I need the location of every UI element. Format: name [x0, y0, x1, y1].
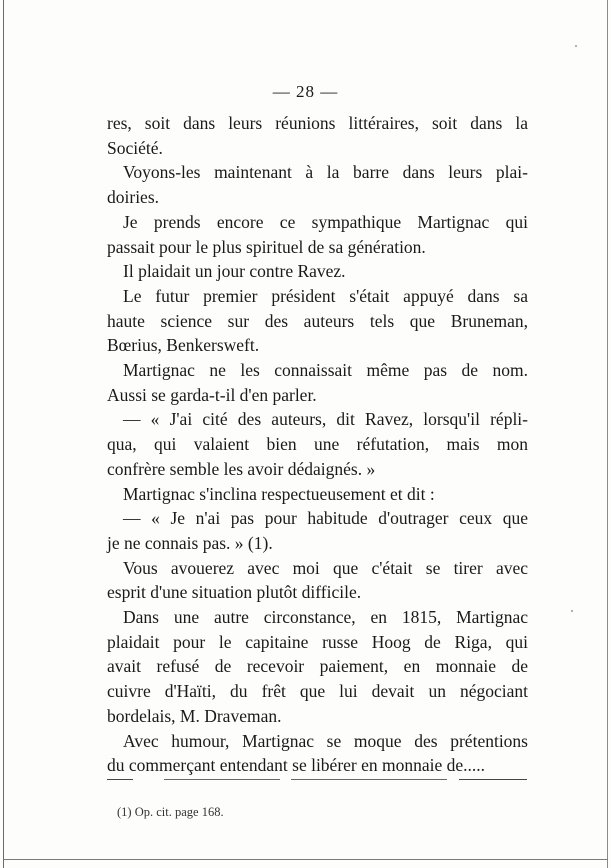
text-line: Vous avouerez avec moi que c'était se tirer avec	[123, 557, 528, 578]
text-line: Je prends encore ce sympathique Martignac qui	[123, 211, 528, 232]
text-line: Voyons-les maintenant à la barre dans leurs plai-	[123, 162, 528, 183]
scan-border-right	[607, 0, 608, 868]
text-line: cuivre d'Haïti, du frêt que lui devait un négociant	[107, 681, 528, 702]
body-text	[107, 111, 528, 778]
text-line: esprit d'une situation plutôt difficile.	[107, 582, 362, 603]
footnote-separator	[107, 779, 133, 780]
scan-speck	[575, 45, 577, 47]
text-line: — « J'ai cité des auteurs, dit Ravez, lorsqu'il répli-	[123, 409, 528, 430]
text-line: du commerçant entendant se libérer en monnaie de.....	[107, 755, 486, 776]
footnote-separator	[291, 779, 447, 780]
text-line: Dans une autre circonstance, en 1815, Martignac	[123, 607, 528, 628]
text-line: haute science sur des auteurs tels que Bruneman,	[107, 310, 528, 331]
text-line: Le futur premier président s'était appuyé dans sa	[123, 285, 528, 306]
text-line: Martignac s'inclina respectueusement et dit :	[123, 483, 435, 504]
text-line: bordelais, M. Draveman.	[107, 705, 282, 726]
scan-border-left	[3, 0, 4, 868]
text-line: Aussi se garda-t-il d'en parler.	[107, 384, 317, 405]
text-line: doiries.	[107, 187, 160, 208]
text-line: res, soit dans leurs réunions littéraires, soit dans la	[107, 113, 528, 133]
text-line: plaidait pour le capitaine russe Hoog de Riga, qui	[107, 631, 528, 652]
text-line: Il plaidait un jour contre Ravez.	[123, 261, 346, 282]
text-line: qua, qui valaient bien une réfutation, mais mon	[107, 434, 528, 455]
footnote-separator	[164, 779, 280, 780]
text-line: — « Je n'ai pas pour habitude d'outrager ceux que	[123, 508, 528, 529]
text-line: Société.	[107, 137, 163, 158]
text-line: je ne connais pas. » (1).	[107, 532, 273, 553]
page-number: — 28 —	[272, 82, 339, 101]
footnote: (1) Op. cit. page 168.	[117, 805, 224, 819]
text-line: confrère semble les avoir dédaignés. »	[107, 458, 376, 479]
scan-border-bottom	[3, 859, 608, 860]
footnote-separator	[459, 779, 527, 780]
scan-speck	[571, 610, 573, 612]
text-line: Martignac ne les connaissait même pas de nom.	[123, 360, 528, 381]
text-line: passait pour le plus spirituel de sa génération.	[107, 236, 426, 257]
text-line: Bœrius, Benkersweft.	[107, 335, 260, 356]
text-line: avait refusé de recevoir paiement, en monnaie de	[107, 656, 528, 677]
text-line: Avec humour, Martignac se moque des prétentions	[123, 730, 528, 751]
